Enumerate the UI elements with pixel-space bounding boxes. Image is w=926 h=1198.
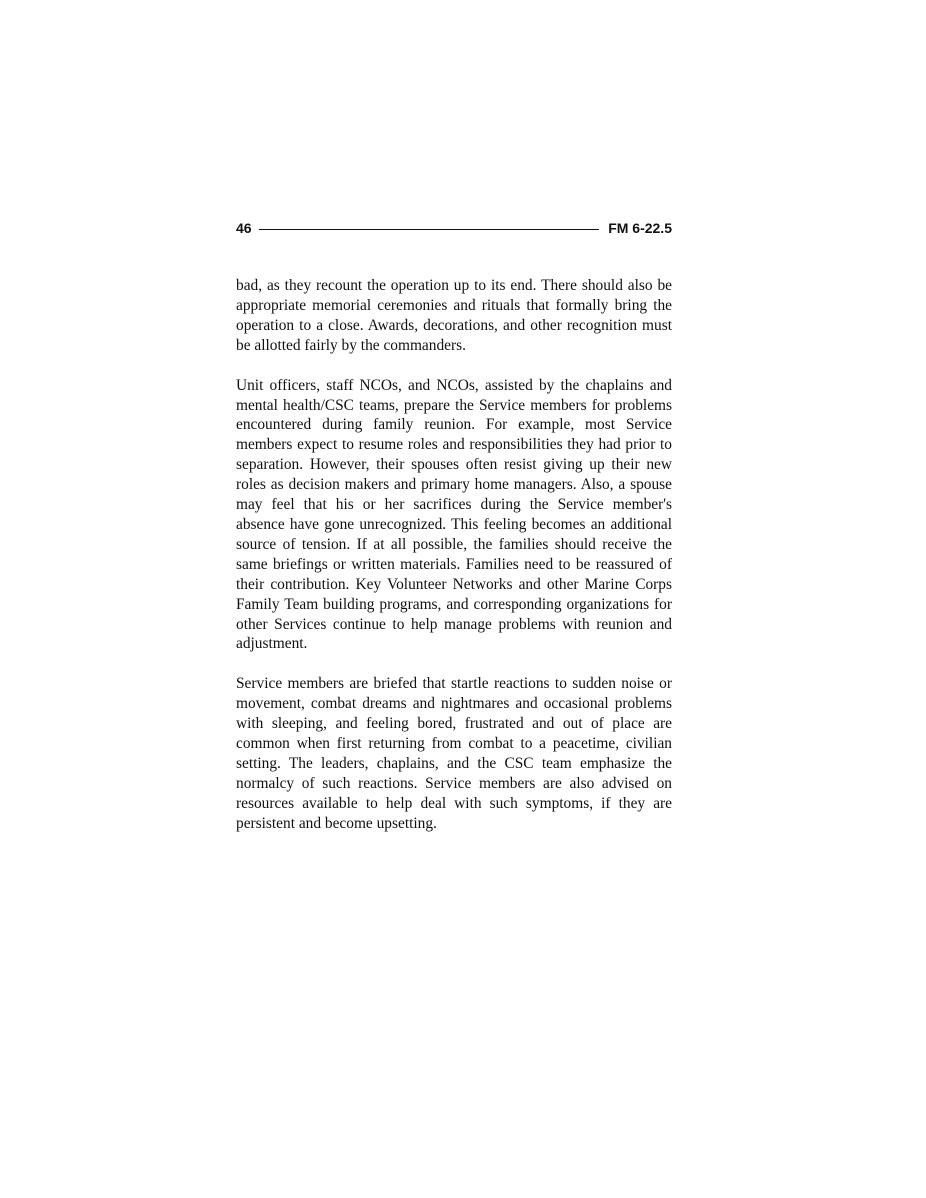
header-rule	[259, 229, 600, 230]
page-header	[236, 218, 672, 238]
document-id: FM 6-22.5	[608, 220, 672, 236]
paragraph-memorial: bad, as they recount the operation up to its end. There should also be appropriate memorial ceremonies and rituals that formally bring the operation to a close. Awards, decorations, and other recognition must be allotted fairly by the commanders.	[236, 277, 672, 354]
paragraph-family-reunion: Unit officers, staff NCOs, and NCOs, assisted by the chaplains and mental health/CSC teams, prepare the Service members for problems encountered during family reunion. For example, most Service members expect to resume roles and responsibilities they had prior to separation. However, their spouses often resist giving up their new roles as decision makers and primary home managers. Also, a spouse may feel that his or her sacrifices during the Service member's absence have gone unrecognized. This feeling becomes an additional source of tension. If at all possible, the families should receive the same briefings or written materials. Families need to be reassured of their contribution. Key Volunteer Networks and other Marine Corps Family Team building programs, and corresponding organizations for other Services continue to help manage problems with reunion and adjustment.	[236, 376, 672, 653]
body-text	[236, 276, 672, 854]
paragraph-startle-reactions: Service members are briefed that startle reactions to sudden noise or movement, combat dreams and nightmares and occasional problems with sleeping, and feeling bored, frustrated and out of place are common when first returning from combat to a peacetime, civilian setting. The leaders, chaplains, and the CSC team emphasize the normalcy of such reactions. Service members are also advised on resources available to help deal with such symptoms, if they are persistent and become upsetting.	[236, 675, 672, 832]
page-number: 46	[236, 220, 252, 236]
